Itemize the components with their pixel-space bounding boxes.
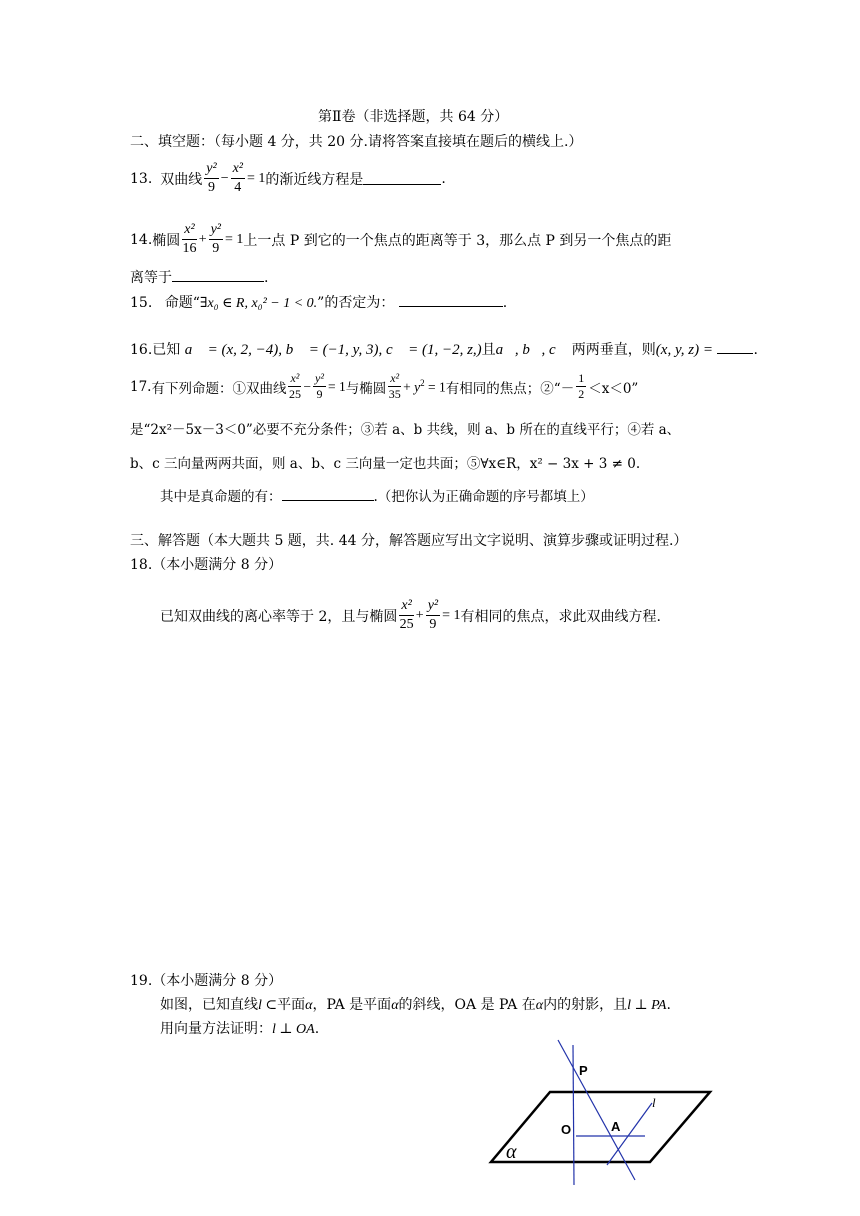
- q19-t1: 如图，已知直线: [160, 997, 258, 1013]
- q13-end: .: [441, 170, 446, 187]
- q19-heading: 19.（本小题满分 8 分）: [130, 973, 283, 989]
- q14-line2-text: 离等于: [130, 270, 172, 286]
- q14-answer-blank[interactable]: [172, 269, 264, 282]
- q17-part2: 与椭圆: [345, 380, 387, 397]
- q13-suffix: 的渐近线方程是: [265, 171, 364, 188]
- q17-number: 17.: [130, 378, 152, 395]
- q16-answer-blank[interactable]: [717, 341, 753, 354]
- fraction-1-over-2: $\frac{1}{2}$: [578, 371, 585, 401]
- section-fill-blank-title: 二、填空题：（每小题 4 分，共 20 分.请将答案直接填在题后的横线上.）: [130, 134, 583, 150]
- q17-line4-prefix: 其中是真命题的有：: [160, 489, 282, 505]
- q17-part4: ＜x＜0”: [588, 380, 639, 397]
- q19-l-perp-oa: l ⊥ OA: [272, 1022, 315, 1037]
- line-po: [573, 1045, 574, 1185]
- fraction-y2-over-9: $\frac{\text{y²}}{9}$: [427, 598, 439, 632]
- q18-text2: 有相同的焦点，求此双曲线方程.: [460, 608, 661, 625]
- question-15: [130, 292, 507, 312]
- q16-tuple: (x, y, z) =: [655, 342, 713, 358]
- q16-after: 两两垂直，则: [571, 342, 656, 358]
- q19-l-perp-pa: l ⊥ PA: [627, 998, 667, 1013]
- fraction-x2-over-35: $\frac{\text{x²}}{35}$: [388, 371, 401, 401]
- q19-alpha2: α: [391, 998, 399, 1013]
- q19-t5: 内的射影，且: [543, 997, 628, 1013]
- q16-number: 16.: [130, 342, 153, 358]
- q16-end: .: [753, 342, 758, 358]
- question-17-line4: [160, 485, 594, 505]
- q19-l-subset: l ⊂: [258, 998, 278, 1013]
- q13-answer-blank[interactable]: [363, 172, 441, 185]
- q19-t2: 平面: [277, 997, 306, 1013]
- q19-t3: ，PA 是平面: [312, 997, 392, 1013]
- q14-middle: 上一点 P 到它的一个焦点的距离等于 3，那么点 P 到另一个焦点的距: [243, 232, 672, 249]
- question-19-line1: [160, 994, 671, 1014]
- fraction-x2-over-4: $\frac{\text{x²}}{4}$: [232, 161, 244, 195]
- q17-line4-suffix: .（把你认为正确命题的序号都填上）: [373, 489, 594, 505]
- fraction-y2-over-9: $\frac{\text{y²}}{9}$: [206, 161, 217, 195]
- q17-part3: 有相同的焦点；②“－: [445, 380, 575, 397]
- plane-alpha: [491, 1092, 710, 1162]
- q14-prefix: 椭圆: [152, 232, 181, 249]
- fraction-x2-over-25: $\frac{\text{x²}}{25}$: [399, 598, 414, 632]
- q15-number: 15.: [130, 295, 153, 311]
- fraction-x2-over-16: $\frac{\text{x²}}{16}$: [182, 222, 197, 256]
- geometry-figure: [480, 1035, 730, 1190]
- question-14: 14. 椭圆 $\frac{\text{x²}}{16}$ + $\frac{\text{y²}}{9}$ = 1 上一点 P 到它的一个焦点的距离等于 3，那么点 P 到另一个焦点的距: [130, 222, 672, 256]
- question-17-line2: 是“2x²－5x－3＜0”必要不充分条件；③若 a、b 共线，则 a、b 所在的直线平行；④若 a、: [130, 422, 681, 438]
- label-p: P: [579, 1063, 588, 1078]
- q16-prefix: 已知: [152, 342, 181, 358]
- q19-prove: 用向量方法证明：: [160, 1021, 272, 1037]
- q16-vec-list: a⃗, b⃗, c⃗: [495, 342, 568, 358]
- q17-answer-blank[interactable]: [282, 488, 374, 501]
- question-14-line2: [130, 267, 268, 287]
- q18-heading: 18.（本小题满分 8 分）: [130, 557, 283, 573]
- part-title: 第Ⅱ卷（非选择题，共 64 分）: [318, 109, 509, 125]
- q15-text: 命题“: [164, 295, 200, 311]
- q19-alpha3: α: [535, 998, 544, 1013]
- question-16: [130, 339, 758, 359]
- q14-number: 14.: [130, 231, 153, 248]
- q13-prefix: 双曲线: [160, 171, 203, 188]
- q19-end: .: [314, 1021, 320, 1037]
- question-17-line3: b、c 三向量两两共面，则 a、b、c 三向量一定也共面；⑤∀x∈R，x² − 3x + 3 ≠ 0.: [130, 456, 641, 472]
- label-l: l: [652, 1095, 656, 1110]
- question-18: 已知双曲线的离心率等于 2，且与椭圆 $\frac{\text{x²}}{25}$ + $\frac{\text{y²}}{9}$ = 1 有相同的焦点，求此双曲线方程.: [160, 598, 661, 632]
- q19-alpha1: α: [305, 998, 313, 1013]
- q15-math: ∃x₀ ∈ R, x₀² − 1 < 0.: [199, 296, 318, 311]
- q18-text1: 已知双曲线的离心率等于 2，且与椭圆: [160, 608, 398, 625]
- label-a: A: [611, 1119, 621, 1134]
- q15-after: ”的否定为：: [317, 295, 395, 311]
- q15-answer-blank[interactable]: [399, 294, 503, 307]
- section-solution-title: 三、解答题（本大题共 5 题，共. 44 分，解答题应写出文字说明、演算步骤或证明过程.）: [130, 533, 688, 549]
- q17-part1: 有下列命题：①双曲线: [151, 380, 287, 397]
- q14-end: .: [264, 270, 269, 286]
- q16-vectors: a⃗ = (x, 2, −4), b⃗ = (−1, y, 3), c⃗ = (1, −2, z,): [184, 342, 482, 358]
- question-19-line2: [160, 1018, 319, 1038]
- q15-end: .: [502, 295, 508, 311]
- q19-t6: .: [666, 997, 671, 1013]
- q16-and: 且: [481, 342, 496, 358]
- q13-number: 13.: [130, 170, 153, 187]
- fraction-y2-over-9: $\frac{\text{y²}}{9}$: [315, 371, 324, 401]
- line-pa: [558, 1040, 635, 1180]
- fraction-y2-over-9: $\frac{\text{y²}}{9}$: [210, 222, 222, 256]
- label-o: O: [561, 1122, 572, 1137]
- label-alpha: α: [506, 1141, 517, 1163]
- line-l: [607, 1103, 652, 1165]
- q19-t4: 的斜线，OA 是 PA 在: [398, 997, 536, 1013]
- fraction-x2-over-25: $\frac{\text{x²}}{25}$: [288, 371, 301, 401]
- question-13: 13. 双曲线 $\frac{\text{y²}}{9}$ − $\frac{\text{x²}}{4}$ = 1 的渐近线方程是 .: [130, 161, 446, 195]
- question-17-line1: 17. 有下列命题：①双曲线 $\frac{\text{x²}}{25}$ − $\frac{\text{y²}}{9}$ = 1 与椭圆 $\frac{\text{x²}}{35}$ + $y^2 = 1$ 有相同的焦点；②“－ $\frac{1}{2}$ ＜x＜0”: [130, 371, 639, 401]
